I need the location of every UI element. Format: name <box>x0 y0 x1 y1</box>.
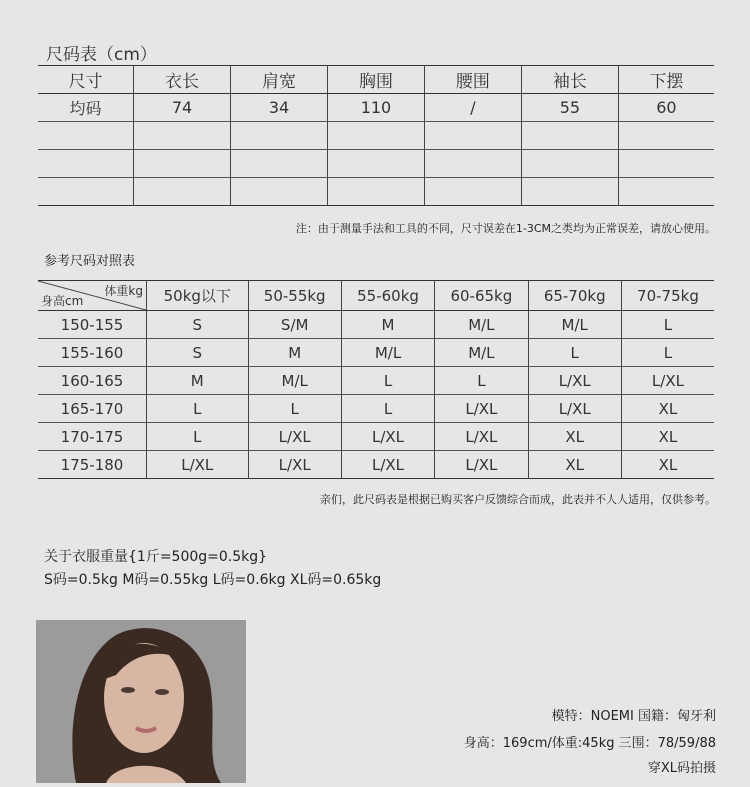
recommended-size-cell: L <box>621 311 714 339</box>
recommended-size-cell: M/L <box>341 339 434 367</box>
size-cell <box>231 122 328 150</box>
size-cell: 均码 <box>38 94 134 122</box>
size-cell <box>618 122 714 150</box>
recommended-size-cell: M/L <box>435 339 528 367</box>
size-header-row <box>38 66 714 94</box>
recommended-size-cell: L/XL <box>621 367 714 395</box>
size-cell <box>424 150 521 178</box>
recommended-size-cell: M <box>147 367 249 395</box>
model-measurements: 身高：169cm/体重:45kg 三围：78/59/88 <box>463 736 716 751</box>
height-row <box>38 451 714 479</box>
size-cell <box>327 122 424 150</box>
recommended-size-cell: XL <box>658 455 678 474</box>
recommended-size-cell: L <box>435 367 528 395</box>
recommended-size-cell: L/XL <box>248 451 341 479</box>
recommended-size-cell: XL <box>621 423 714 451</box>
size-header-cell: 袖长 <box>521 66 618 94</box>
size-cell <box>521 150 618 178</box>
measurement-note: 注：由于测量手法和工具的不同，尺寸误差在1-3CM之类均为正常误差，请放心使用。 <box>295 222 716 235</box>
recommended-size-cell: S <box>147 339 249 367</box>
reference-note: 亲们，此尺码表是根据已购买客户反馈综合而成，此表并不人人适用，仅供参考。 <box>320 493 716 506</box>
recommended-size-cell: L <box>528 339 621 367</box>
weight-range-header: 70-75kg <box>621 281 714 311</box>
height-range-cell: 160-165 <box>38 367 147 395</box>
height-row <box>38 395 714 423</box>
corner-diagonal-cell <box>38 281 147 311</box>
size-cell <box>618 150 714 178</box>
reference-header-row <box>38 281 714 311</box>
height-range-cell: 165-170 <box>38 395 147 423</box>
recommended-size-cell: L/XL <box>435 451 528 479</box>
weight-range-header: 50kg以下 <box>147 281 249 311</box>
weight-range-header: 65-70kg <box>528 281 621 311</box>
size-cell <box>134 150 231 178</box>
model-size-worn: 穿XL码拍摄 <box>647 761 716 776</box>
height-row <box>38 339 714 367</box>
recommended-size-cell: M/L <box>528 311 621 339</box>
recommended-size-cell: XL <box>528 451 621 479</box>
size-cell: 55 <box>521 94 618 122</box>
size-cell <box>38 150 134 178</box>
recommended-size-cell: L <box>341 395 434 423</box>
recommended-size-cell: L/XL <box>435 423 528 451</box>
size-cell: 34 <box>231 94 328 122</box>
reference-size-table <box>38 280 714 479</box>
weight-range-header: 50-55kg <box>248 281 341 311</box>
size-cell <box>134 178 231 206</box>
height-row <box>38 367 714 395</box>
size-row <box>38 122 714 150</box>
size-table <box>38 65 714 206</box>
recommended-size-cell: L <box>621 339 714 367</box>
size-header-cell: 肩宽 <box>231 66 328 94</box>
recommended-size-cell: L/XL <box>341 423 434 451</box>
recommended-size-cell: M <box>248 339 341 367</box>
size-header-cell: 下摆 <box>618 66 714 94</box>
recommended-size-cell: L/XL <box>147 451 249 479</box>
recommended-size-cell: L/XL <box>528 395 621 423</box>
size-cell <box>327 150 424 178</box>
recommended-size-cell: L/XL <box>528 367 621 395</box>
recommended-size-cell: M <box>341 311 434 339</box>
size-cell <box>521 178 618 206</box>
size-cell <box>424 122 521 150</box>
size-cell: 110 <box>327 94 424 122</box>
size-chart-title: 尺码表（cm） <box>46 45 157 65</box>
recommended-size-cell: L <box>341 367 434 395</box>
size-row <box>38 150 714 178</box>
height-range-cell: 170-175 <box>38 423 147 451</box>
height-axis-label: 身高cm <box>41 294 84 308</box>
size-cell <box>38 122 134 150</box>
recommended-size-cell: L <box>147 423 249 451</box>
recommended-size-cell: XL <box>528 423 621 451</box>
size-cell: 74 <box>134 94 231 122</box>
height-row <box>38 423 714 451</box>
size-cell <box>231 150 328 178</box>
garment-weight-title: 关于衣服重量{1斤=500g=0.5kg} <box>44 549 268 565</box>
weight-axis-label: 体重kg <box>104 284 143 298</box>
reference-chart-title: 参考尺码对照表 <box>44 254 136 269</box>
height-range-cell: 150-155 <box>38 311 147 339</box>
size-cell <box>424 178 521 206</box>
recommended-size-cell: S/M <box>248 311 341 339</box>
recommended-size-cell: L <box>248 395 341 423</box>
size-cell <box>134 122 231 150</box>
recommended-size-cell: L/XL <box>435 395 528 423</box>
size-row <box>38 178 714 206</box>
size-row <box>38 94 714 122</box>
size-cell <box>38 178 134 206</box>
recommended-size-cell: S <box>147 311 249 339</box>
size-cell: 60 <box>618 94 714 122</box>
height-range-cell: 175-180 <box>38 451 147 479</box>
model-name-nationality: 模特：NOEMI 国籍：匈牙利 <box>551 709 716 724</box>
size-header-cell: 衣长 <box>134 66 231 94</box>
size-cell <box>231 178 328 206</box>
size-header-cell: 胸围 <box>327 66 424 94</box>
recommended-size-cell: M/L <box>248 367 341 395</box>
weight-range-header: 55-60kg <box>341 281 434 311</box>
recommended-size-cell: M/L <box>435 311 528 339</box>
recommended-size-cell: XL <box>621 395 714 423</box>
size-cell <box>327 178 424 206</box>
weight-range-header: 60-65kg <box>435 281 528 311</box>
height-row <box>38 311 714 339</box>
model-photo <box>36 620 246 783</box>
size-cell <box>521 122 618 150</box>
recommended-size-cell: L <box>147 395 249 423</box>
size-cell: / <box>424 94 521 122</box>
size-header-cell: 尺寸 <box>38 66 134 94</box>
size-header-cell: 腰围 <box>424 66 521 94</box>
garment-weight-by-size: S码=0.5kg M码=0.55kg L码=0.6kg XL码=0.65kg <box>44 572 382 588</box>
recommended-size-cell: L/XL <box>248 423 341 451</box>
size-cell <box>618 178 714 206</box>
recommended-size-cell: L/XL <box>341 451 434 479</box>
height-range-cell: 155-160 <box>38 339 147 367</box>
